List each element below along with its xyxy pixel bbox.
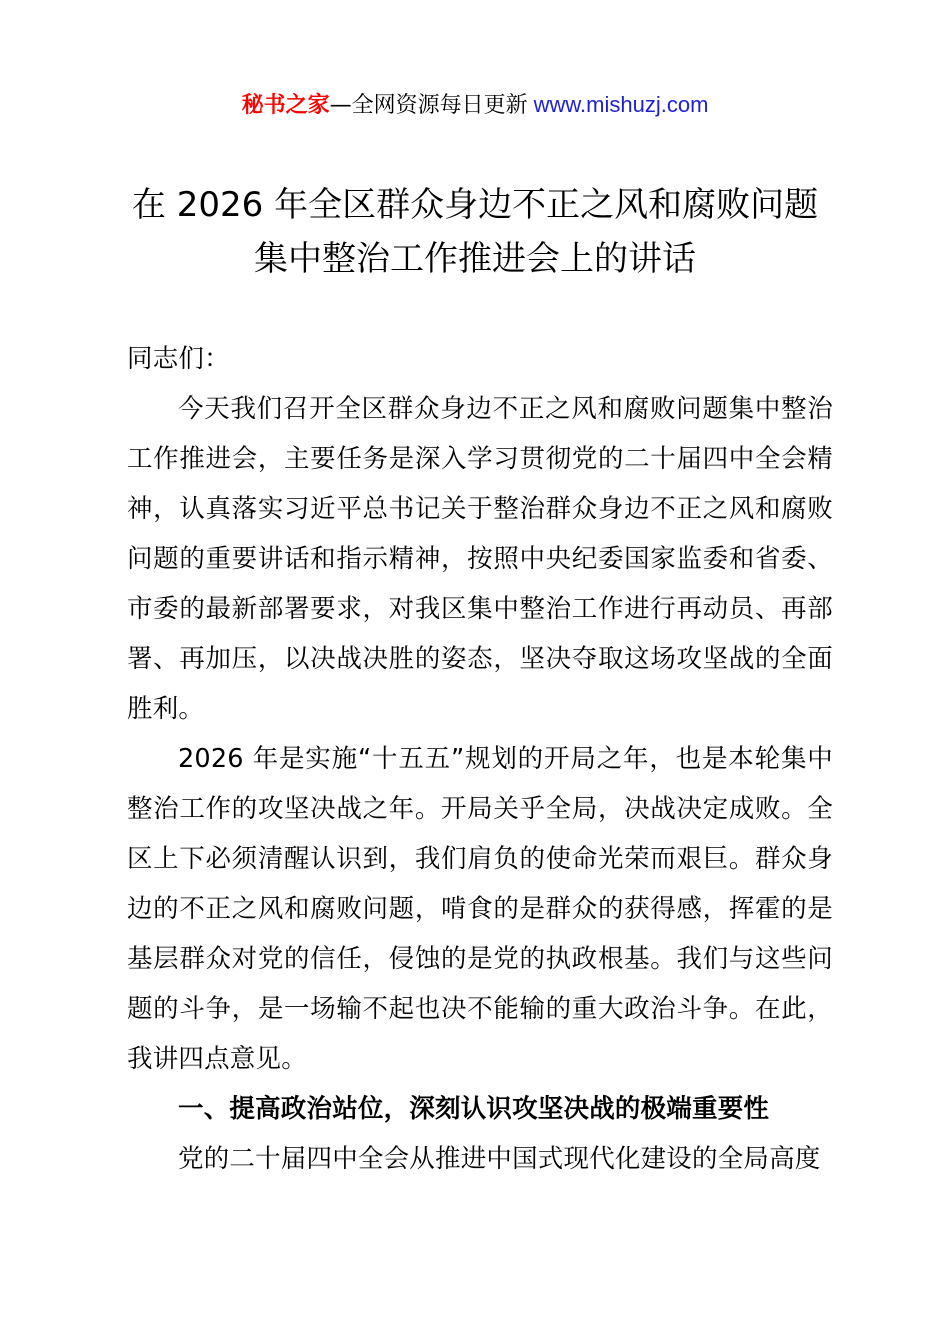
document-body [127, 334, 833, 1184]
paragraph-1: 今天我们召开全区群众身边不正之风和腐败问题集中整治工作推进会，主要任务是深入学习贯彻党的二十届四中全会精神，认真落实习近平总书记关于整治群众身边不正之风和腐败问题的重要讲话和指示精神，按照中央纪委国家监委和省委、市委的最新部署要求，对我区集中整治工作进行再动员、再部署、再加压，以决战决胜的姿态，坚决夺取这场攻坚战的全面胜利。 [127, 394, 833, 724]
site-brand: 秘书之家 [241, 93, 330, 118]
title-line-1: 在 2026 年全区群众身边不正之风和腐败问题 [131, 185, 819, 225]
salutation: 同志们： [127, 344, 230, 374]
section-heading-1: 一、提高政治站位，深刻认识攻坚决战的极端重要性 [178, 1094, 770, 1124]
document-title [90, 178, 860, 286]
site-tagline: —全网资源每日更新 [329, 93, 528, 118]
title-line-2: 集中整治工作推进会上的讲话 [254, 239, 696, 279]
site-url-link[interactable]: www.mishuzj.com [533, 92, 709, 117]
paragraph-3: 党的二十届四中全会从推进中国式现代化建设的全局高度 [178, 1144, 821, 1174]
site-header [0, 88, 950, 123]
paragraph-2: 2026 年是实施“十五五”规划的开局之年，也是本轮集中整治工作的攻坚决战之年。开局关乎全局，决战决定成败。全区上下必须清醒认识到，我们肩负的使命光荣而艰巨。群众身边的不正之风和腐败问题，啃食的是群众的获得感，挥霍的是基层群众对党的信任，侵蚀的是党的执政根基。我们与这些问题的斗争，是一场输不起也决不能输的重大政治斗争。在此，我讲四点意见。 [127, 744, 833, 1074]
